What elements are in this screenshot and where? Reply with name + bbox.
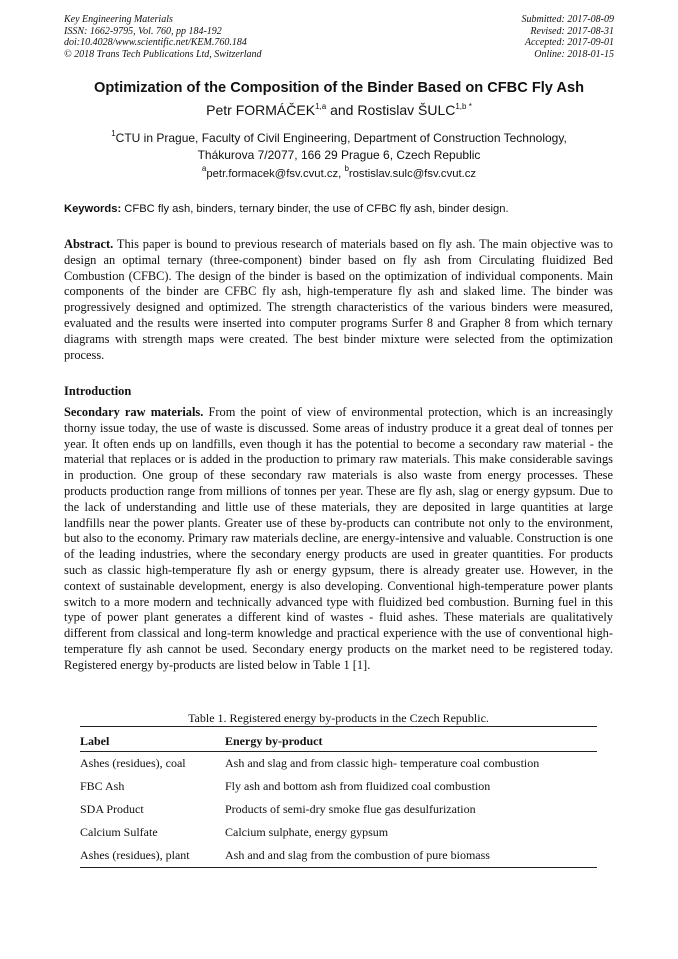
table-header-row <box>80 727 597 752</box>
table-cell-label: SDA Product <box>80 802 144 816</box>
table-row <box>80 821 597 844</box>
table-cell-label: FBC Ash <box>80 779 125 793</box>
journal-issn: ISSN: 1662-9795, Vol. 760, pp 184-192 <box>64 25 222 37</box>
table-caption: Table 1. Registered energy by-products in the Czech Republic. <box>188 711 489 725</box>
email-b[interactable]: rostislav.sulc@fsv.cvut.cz <box>348 168 477 180</box>
date-accepted: Accepted: 2017-09-01 <box>524 37 614 48</box>
by-products-table <box>80 726 597 868</box>
author-2-affiliation-marker: 1,b * <box>455 102 472 111</box>
keywords-label: Keywords: <box>64 203 122 215</box>
table-cell-by-product: Calcium sulphate, energy gypsum <box>225 825 389 839</box>
abstract <box>64 237 613 363</box>
affiliation-line-2: Thákurova 7/2077, 166 29 Prague 6, Czech Republic <box>197 148 481 162</box>
table-cell-label: Ashes (residues), plant <box>80 844 225 868</box>
affiliation-line-1: $^1$CTU in Prague, Faculty of Civil Engineering, Department of Construction Technology, <box>111 129 567 145</box>
author-2: Rostislav ŠULC <box>357 102 456 118</box>
table-cell-label: Ashes (residues), coal <box>80 756 186 770</box>
journal-header-left <box>64 14 262 60</box>
affiliation-marker: 1 <box>111 129 116 138</box>
paper-title: Optimization of the Composition of the Binder Based on CFBC Fly Ash <box>94 80 584 96</box>
table-row <box>80 775 597 798</box>
journal-doi: doi:10.4028/www.scientific.net/KEM.760.184 <box>64 37 247 48</box>
introduction-paragraph <box>64 405 613 674</box>
abstract-text: This paper is bound to previous research of materials based on fly ash. The main objective was to design an optimal ternary (three-component) binder based on fly ash from Circulating fluidized Bed Combustion (CFBC). The design of the binder is based on the optimization of individual components. Main components of the binder are CFBC fly ash, high-temperature fly ash and slaked lime. The binder was progressively designed and optimized. The strength characteristics of the various binders were measured, evaluated and the results were inserted into computer programs Surfer 8 and Grapher 8 from which ternary diagrams with strength maps were created. The best binder mixture were selected from the optimization process. <box>64 237 613 362</box>
table-cell-by-product: Fly ash and bottom ash from fluidized coal combustion <box>225 779 491 793</box>
author-conjunction: and <box>326 102 358 118</box>
table-cell-by-product: Ash and and slag from the combustion of pure biomass <box>225 844 597 868</box>
author-1: Petr FORMÁČEK <box>206 102 316 118</box>
table-row <box>80 752 597 776</box>
affiliation <box>40 130 638 164</box>
paragraph-text: From the point of view of environmental protection, which is an increasingly thorny issue today, the use of waste is discussed. Some areas of industry produce it a great deal of tonnes per year. It often ends up on landfills, even though it has the potential to become a secondary raw material - the material that replaces or is added in the production to primary raw materials. This make considerable savings in production. One group of these secondary raw materials is also waste from energy processes. These products production range from millions of tonnes per year. These are fly ash, slag or energy gypsum. Due to the lack of understanding and little use of these materials, they are deposited in large quantities at large landfills near the power plants. Greater use of these by-products can contribute not only to the environment, but also to the economy. Primary raw materials decline, are energy-intensive and valuable. Construction is one of the leading industries, where the secondary energy products are used in greater quantities. For products such as classic high-temperature fly ash or energy gypsum, there is already greater use. However, in the context of sustainable development, energy is also developing. Conventional high-temperature power plants switch to a more modern and technically advanced type with fluidized bed combustion. Burning fuel in this type of power plant generates a different kind of wastes - fluid ashes. These materials are qualitatively different from classical and long-term knowledge and practical experience with the use of conventional high-temperature fly ash cannot be used. Secondary energy products on the market need to be registered today. Registered energy by-products are listed below in Table 1 [1]. <box>64 405 613 672</box>
journal-name: Key Engineering Materials <box>64 14 173 25</box>
journal-copyright: © 2018 Trans Tech Publications Ltd, Switzerland <box>64 48 262 60</box>
date-submitted: Submitted: 2017-08-09 <box>521 14 614 25</box>
table-row <box>80 798 597 821</box>
keywords <box>64 203 624 215</box>
table-header-by-product: Energy by-product <box>225 727 597 752</box>
table-cell-label: Calcium Sulfate <box>80 825 158 839</box>
keywords-text: CFBC fly ash, binders, ternary binder, the use of CFBC fly ash, binder design. <box>121 203 509 215</box>
author-emails <box>40 164 638 180</box>
author-line <box>40 102 638 118</box>
email-a[interactable]: petr.formacek@fsv.cvut.cz, <box>206 168 345 180</box>
journal-header-right <box>522 14 615 60</box>
paragraph-lead: Secondary raw materials. <box>64 405 204 419</box>
date-online: Online: 2018-01-15 <box>534 48 614 60</box>
date-revised: Revised: 2017-08-31 <box>530 25 614 37</box>
abstract-label: Abstract. <box>64 237 114 251</box>
author-1-affiliation-marker: 1,a <box>315 102 327 111</box>
email-a-marker: a <box>201 164 207 173</box>
table-row <box>80 844 597 868</box>
table-header-label: Label <box>80 727 225 752</box>
email-b-marker: b <box>344 164 349 173</box>
table-cell-by-product: Ash and slag and from classic high- temperature coal combustion <box>225 756 540 770</box>
section-heading-introduction: Introduction <box>64 384 132 398</box>
table-cell-by-product: Products of semi-dry smoke flue gas desulfurization <box>225 802 476 816</box>
